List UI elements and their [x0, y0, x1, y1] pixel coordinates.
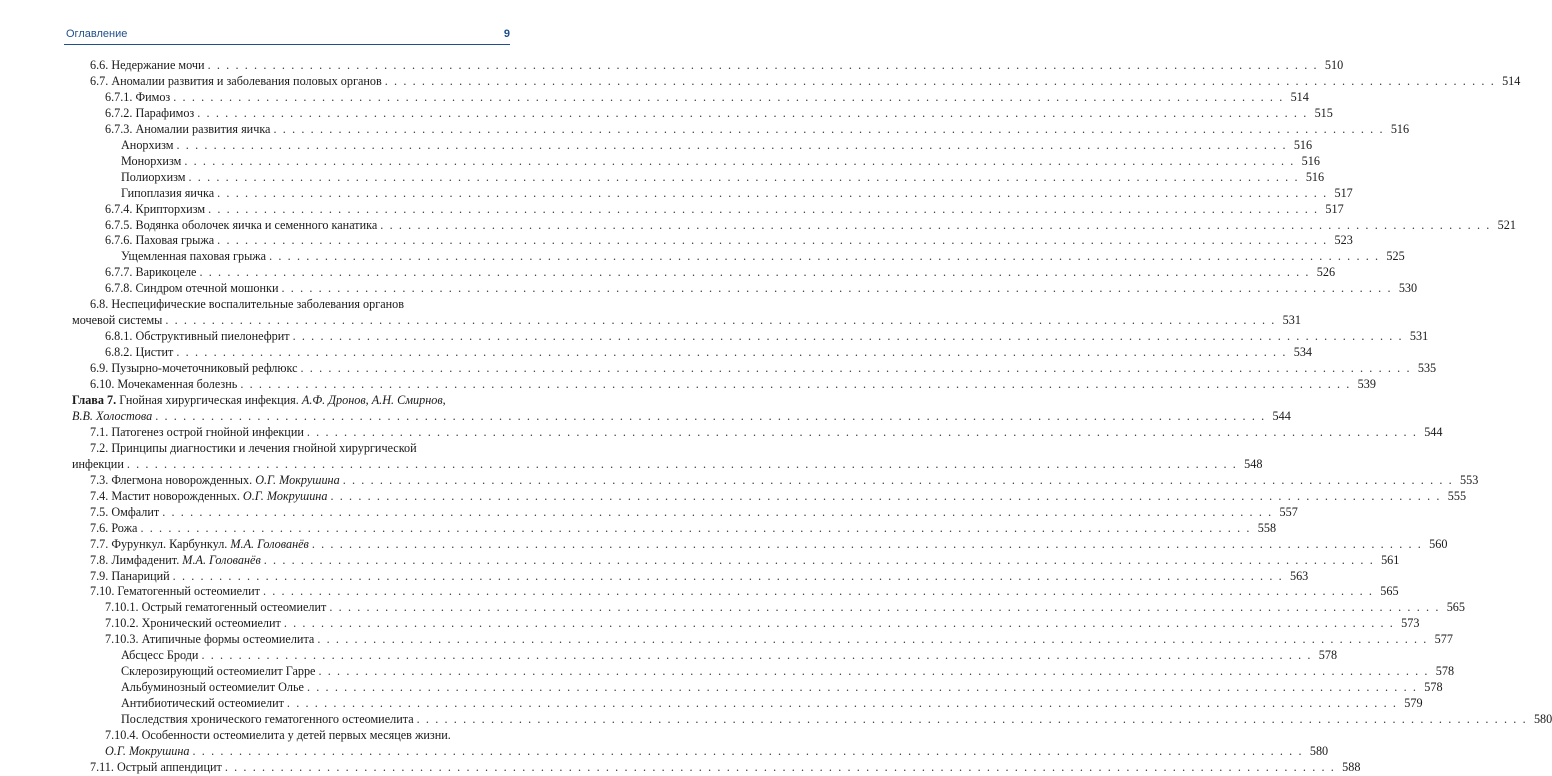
toc-entry-text: 6.10. Мочекаменная болезнь — [90, 377, 238, 392]
dot-leader: . . . . . . . . . . . . . . . . . . . . . . . . . . . . . . . . . . . . . . . . . . . . . . . . . . . . . . . . . . . . . . . . . . . . . . . . . . . . . . . . . . . . . . . . . . . . . . . . . . . . . . . . . . . . . . . . . . . . . . . . — [384, 73, 1496, 88]
toc-entry-line — [72, 169, 1325, 186]
toc-entry-text: 6.7.7. Варикоцеле — [105, 265, 197, 280]
toc-page-number: 577 — [1434, 632, 1453, 647]
dot-leader: . . . . . . . . . . . . . . . . . . . . . . . . . . . . . . . . . . . . . . . . . . . . . . . . . . . . . . . . . . . . . . . . . . . . . . . . . . . . . . . . . . . . . . . . . . . . . . . . . . . . . . . . . . . . . . . . . . . . . . . . — [162, 504, 1273, 519]
toc-page-number: 544 — [1424, 424, 1443, 439]
toc-page-number: 561 — [1381, 552, 1400, 567]
toc-entry-text: 7.3. Флегмона новорожденных. — [90, 472, 256, 487]
dot-leader: . . . . . . . . . . . . . . . . . . . . . . . . . . . . . . . . . . . . . . . . . . . . . . . . . . . . . . . . . . . . . . . . . . . . . . . . . . . . . . . . . . . . . . . . . . . . . . . . . . . . . . . . . . . . . . . . . . . . . . . . — [126, 456, 1238, 471]
toc-entry-text: 6.7.2. Парафимоз — [105, 105, 195, 120]
toc-entry-line — [72, 504, 1298, 521]
toc-entry-text: Альбуминозный остеомиелит Олье — [121, 680, 304, 695]
toc-page-number: 578 — [1435, 664, 1455, 679]
toc-page-number: 515 — [1314, 105, 1333, 120]
toc-page-number: 573 — [1401, 616, 1420, 631]
toc-entry-title — [72, 457, 124, 473]
dot-leader: . . . . . . . . . . . . . . . . . . . . . . . . . . . . . . . . . . . . . . . . . . . . . . . . . . . . . . . . . . . . . . . . . . . . . . . . . . . . . . . . . . . . . . . . . . . . . . . . . . . . . . . . . . . . . . . . . . . . . . . . — [199, 265, 1311, 280]
toc-entry-title — [90, 521, 137, 537]
toc-entry-author: О.Г. Мокрушина — [242, 488, 328, 503]
toc-entry-title — [105, 106, 194, 122]
toc-entry-line — [72, 584, 1399, 600]
toc-entry-title — [121, 664, 315, 680]
toc-entry[interactable] — [72, 520, 1277, 537]
dot-leader: . . . . . . . . . . . . . . . . . . . . . . . . . . . . . . . . . . . . . . . . . . . . . . . . . . . . . . . . . . . . . . . . . . . . . . . . . . . . . . . . . . . . . . . . . . . . . . . . . . . . . . . . . . . . . . . . . . . . . . . . — [292, 329, 1404, 344]
toc-entry-line — [72, 217, 1516, 234]
dot-leader: . . . . . . . . . . . . . . . . . . . . . . . . . . . . . . . . . . . . . . . . . . . . . . . . . . . . . . . . . . . . . . . . . . . . . . . . . . . . . . . . . . . . . . . . . . . . . . . . . . . . . . . . . . . . . . . . . . . . . . . . — [155, 408, 1266, 423]
toc-entry-line — [72, 329, 1429, 345]
toc-entry-text: мочевой системы — [72, 313, 163, 328]
toc-page-number: 553 — [1460, 472, 1479, 487]
toc-entry[interactable] — [72, 696, 1423, 712]
toc-entry-text: 7.4. Мастит новорожденных. — [90, 488, 243, 503]
page-header — [64, 28, 510, 45]
toc-entry-text: 7.11. Острый аппендицит — [90, 759, 222, 774]
dot-leader: . . . . . . . . . . . . . . . . . . . . . . . . . . . . . . . . . . . . . . . . . . . . . . . . . . . . . . . . . . . . . . . . . . . . . . . . . . . . . . . . . . . . . . . . . . . . . . . . . . . . . . . . . . . . . . . . . . . . . . . . — [184, 153, 1295, 168]
toc-page-number: 558 — [1257, 520, 1277, 535]
toc-entry-title — [121, 186, 214, 202]
toc-entry-title — [105, 616, 281, 632]
toc-entry-line — [72, 552, 1400, 569]
toc-entry-line — [72, 233, 1353, 249]
dot-leader: . . . . . . . . . . . . . . . . . . . . . . . . . . . . . . . . . . . . . . . . . . . . . . . . . . . . . . . . . . . . . . . . . . . . . . . . . . . . . . . . . . . . . . . . . . . . . . . . . . . . . . . . . . . . . . . . . . . . . . . . — [269, 249, 1380, 264]
toc-entry-text: 6.6. Недержание мочи — [90, 58, 205, 72]
toc-page-number: 517 — [1325, 201, 1344, 216]
dot-leader: . . . . . . . . . . . . . . . . . . . . . . . . . . . . . . . . . . . . . . . . . . . . . . . . . . . . . . . . . . . . . . . . . . . . . . . . . . . . . . . . . . . . . . . . . . . . . . . . . . . . . . . . . . . . . . . . . . . . . . . . — [224, 759, 1336, 774]
toc-entry-title — [90, 361, 298, 377]
toc-entry-title — [90, 377, 237, 393]
toc-entry-title — [90, 553, 261, 569]
dot-leader: . . . . . . . . . . . . . . . . . . . . . . . . . . . . . . . . . . . . . . . . . . . . . . . . . . . . . . . . . . . . . . . . . . . . . . . . . . . . . . . . . . . . . . . . . . . . . . . . . . . . . . . . . . . . . . . . . . . . . . . . — [300, 361, 1412, 376]
toc-entry[interactable] — [72, 568, 1309, 585]
toc-entry-title — [90, 569, 170, 585]
toc-entry-title — [121, 249, 266, 265]
toc-entry-title — [90, 505, 159, 521]
dot-leader: . . . . . . . . . . . . . . . . . . . . . . . . . . . . . . . . . . . . . . . . . . . . . . . . . . . . . . . . . . . . . . . . . . . . . . . . . . . . . . . . . . . . . . . . . . . . . . . . . . . . . . . . . . . . . . . . . . . . . . . . — [273, 121, 1385, 136]
toc-entry-title — [90, 425, 304, 441]
dot-leader: . . . . . . . . . . . . . . . . . . . . . . . . . . . . . . . . . . . . . . . . . . . . . . . . . . . . . . . . . . . . . . . . . . . . . . . . . . . . . . . . . . . . . . . . . . . . . . . . . . . . . . . . . . . . . . . . . . . . . . . . — [197, 105, 1308, 120]
toc-entry-title — [90, 489, 327, 505]
toc-entry[interactable] — [72, 169, 1325, 186]
toc-entry-title — [105, 281, 279, 297]
toc-entry-text: Гипоплазия яичка — [121, 185, 215, 200]
chapter-authors: А.Ф. Дронов, А.Н. Смирнов, — [301, 393, 446, 408]
toc-page-number: 580 — [1533, 712, 1552, 727]
dot-leader: . . . . . . . . . . . . . . . . . . . . . . . . . . . . . . . . . . . . . . . . . . . . . . . . . . . . . . . . . . . . . . . . . . . . . . . . . . . . . . . . . . . . . . . . . . . . . . . . . . . . . . . . . . . . . . . . . . . . . . . . — [286, 696, 1398, 711]
toc-entry-title — [105, 329, 290, 345]
toc-page-number: 578 — [1318, 648, 1338, 663]
toc-entry[interactable] — [72, 648, 1338, 664]
dot-leader: . . . . . . . . . . . . . . . . . . . . . . . . . . . . . . . . . . . . . . . . . . . . . . . . . . . . . . . . . . . . . . . . . . . . . . . . . . . . . . . . . . . . . . . . . . . . . . . . . . . . . . . . . . . . . . . . . . . . . . . . — [306, 424, 1418, 439]
dot-leader: . . . . . . . . . . . . . . . . . . . . . . . . . . . . . . . . . . . . . . . . . . . . . . . . . . . . . . . . . . . . . . . . . . . . . . . . . . . . . . . . . . . . . . . . . . . . . . . . . . . . . . . . . . . . . . . . . . . . . . . . — [207, 58, 1319, 72]
toc-page-number: 517 — [1334, 185, 1353, 200]
dot-leader: . . . . . . . . . . . . . . . . . . . . . . . . . . . . . . . . . . . . . . . . . . . . . . . . . . . . . . . . . . . . . . . . . . . . . . . . . . . . . . . . . . . . . . . . . . . . . . . . . . . . . . . . . . . . . . . . . . . . . . . . — [217, 233, 1328, 248]
toc-entry-text: Ущемленная паховая грыжа — [121, 249, 267, 264]
dot-leader: . . . . . . . . . . . . . . . . . . . . . . . . . . . . . . . . . . . . . . . . . . . . . . . . . . . . . . . . . . . . . . . . . . . . . . . . . . . . . . . . . . . . . . . . . . . . . . . . . . . . . . . . . . . . . . . . . . . . . . . . — [201, 648, 1313, 663]
toc-entry-title — [90, 473, 340, 489]
toc-entry-title — [90, 584, 260, 600]
dot-leader: . . . . . . . . . . . . . . . . . . . . . . . . . . . . . . . . . . . . . . . . . . . . . . . . . . . . . . . . . . . . . . . . . . . . . . . . . . . . . . . . . . . . . . . . . . . . . . . . . . . . . . . . . . . . . . . . . . . . . . . . — [416, 712, 1528, 727]
toc-entry[interactable] — [72, 759, 1361, 776]
toc-entry-text: 6.7.5. Водянка оболочек яичка и семенного канатика — [105, 217, 378, 232]
toc-page-number: 535 — [1417, 361, 1437, 376]
toc-page-number: 516 — [1390, 121, 1410, 136]
toc-page-number: 516 — [1293, 137, 1313, 152]
toc-entry[interactable] — [72, 345, 1312, 361]
toc-entry-text: 6.7.6. Паховая грыжа — [105, 233, 215, 248]
toc-entry-line — [72, 536, 1448, 553]
toc-entry-line — [72, 58, 1344, 74]
dot-leader: . . . . . . . . . . . . . . . . . . . . . . . . . . . . . . . . . . . . . . . . . . . . . . . . . . . . . . . . . . . . . . . . . . . . . . . . . . . . . . . . . . . . . . . . . . . . . . . . . . . . . . . . . . . . . . . . . . . . . . . . — [318, 664, 1430, 679]
toc-page-number: 531 — [1409, 329, 1429, 344]
dot-leader: . . . . . . . . . . . . . . . . . . . . . . . . . . . . . . . . . . . . . . . . . . . . . . . . . . . . . . . . . . . . . . . . . . . . . . . . . . . . . . . . . . . . . . . . . . . . . . . . . . . . . . . . . . . . . . . . . . . . . . . . — [330, 488, 1442, 503]
toc-entry[interactable] — [72, 361, 1437, 377]
toc-page-number: 580 — [1309, 743, 1329, 758]
toc-page-number: 578 — [1424, 680, 1443, 695]
dot-leader: . . . . . . . . . . . . . . . . . . . . . . . . . . . . . . . . . . . . . . . . . . . . . . . . . . . . . . . . . . . . . . . . . . . . . . . . . . . . . . . . . . . . . . . . . . . . . . . . . . . . . . . . . . . . . . . . . . . . . . . . — [342, 472, 1454, 487]
dot-leader: . . . . . . . . . . . . . . . . . . . . . . . . . . . . . . . . . . . . . . . . . . . . . . . . . . . . . . . . . . . . . . . . . . . . . . . . . . . . . . . . . . . . . . . . . . . . . . . . . . . . . . . . . . . . . . . . . . . . . . . . — [240, 377, 1351, 392]
toc-entry-text: Полиорхизм — [121, 169, 186, 184]
toc-entry-text: 7.1. Патогенез острой гнойной инфекции — [90, 424, 304, 439]
toc-entry-title — [121, 696, 284, 712]
dot-leader: . . . . . . . . . . . . . . . . . . . . . . . . . . . . . . . . . . . . . . . . . . . . . . . . . . . . . . . . . . . . . . . . . . . . . . . . . . . . . . . . . . . . . . . . . . . . . . . . . . . . . . . . . . . . . . . . . . . . . . . . — [317, 632, 1428, 647]
toc-entry-line — [72, 137, 1313, 154]
toc-entry[interactable] — [72, 201, 1344, 218]
toc-entry-line — [72, 345, 1312, 361]
toc-entry[interactable] — [72, 712, 1552, 728]
toc-entry-line — [72, 616, 1420, 632]
toc-entry[interactable] — [72, 58, 1344, 74]
dot-leader: . . . . . . . . . . . . . . . . . . . . . . . . . . . . . . . . . . . . . . . . . . . . . . . . . . . . . . . . . . . . . . . . . . . . . . . . . . . . . . . . . . . . . . . . . . . . . . . . . . . . . . . . . . . . . . . . . . . . . . . . — [263, 552, 1375, 567]
toc-entry[interactable] — [72, 233, 1353, 249]
toc-page-number: 560 — [1429, 536, 1448, 551]
dot-leader: . . . . . . . . . . . . . . . . . . . . . . . . . . . . . . . . . . . . . . . . . . . . . . . . . . . . . . . . . . . . . . . . . . . . . . . . . . . . . . . . . . . . . . . . . . . . . . . . . . . . . . . . . . . . . . . . . . . . . . . . — [281, 281, 1393, 296]
toc-entry[interactable] — [72, 632, 1453, 648]
dot-leader: . . . . . . . . . . . . . . . . . . . . . . . . . . . . . . . . . . . . . . . . . . . . . . . . . . . . . . . . . . . . . . . . . . . . . . . . . . . . . . . . . . . . . . . . . . . . . . . . . . . . . . . . . . . . . . . . . . . . . . . . — [306, 680, 1418, 695]
toc-entry-title — [72, 313, 162, 329]
toc-entry-line — [72, 185, 1353, 202]
toc-entry-line — [72, 472, 1479, 489]
toc-page-number: 539 — [1357, 377, 1376, 392]
toc-entry[interactable] — [72, 424, 1443, 441]
toc-entry-line — [72, 424, 1443, 441]
toc-page-number: 534 — [1293, 345, 1312, 360]
toc-page-number: 588 — [1342, 759, 1361, 774]
toc-entry-line — [72, 456, 1263, 473]
toc-entry-text: 7.9. Панариций — [90, 568, 170, 583]
toc-entry-text: 7.6. Рожа — [90, 520, 138, 535]
toc-entry-line — [72, 361, 1437, 377]
toc-entry-line — [72, 743, 1329, 760]
chapter-number: Глава 7. — [72, 393, 117, 408]
toc-entry-title — [105, 122, 270, 138]
toc-entry-first-line: 7.2. Принципы диагностики и лечения гнойной хирургической — [90, 440, 417, 455]
toc-entry-title — [121, 648, 198, 664]
toc-page-number: 514 — [1290, 89, 1309, 104]
toc-entry-line — [72, 105, 1333, 122]
toc-entry[interactable] — [72, 600, 1465, 616]
toc-entry-text: 6.7.1. Фимоз — [105, 89, 171, 104]
toc-entry-title — [72, 409, 152, 425]
dot-leader: . . . . . . . . . . . . . . . . . . . . . . . . . . . . . . . . . . . . . . . . . . . . . . . . . . . . . . . . . . . . . . . . . . . . . . . . . . . . . . . . . . . . . . . . . . . . . . . . . . . . . . . . . . . . . . . . . . . . . . . . — [380, 217, 1491, 232]
toc-entry-text: 7.10.2. Хронический остеомиелит — [105, 616, 281, 631]
toc-entry[interactable] — [72, 440, 1263, 473]
toc-entry-line — [72, 696, 1423, 712]
toc-entry-title — [121, 154, 181, 170]
toc-entry-text: 7.10.1. Острый гематогенный остеомиелит — [105, 600, 327, 615]
toc-entry[interactable] — [72, 472, 1479, 489]
toc-entry-text: 6.8.2. Цистит — [105, 345, 174, 360]
dot-leader: . . . . . . . . . . . . . . . . . . . . . . . . . . . . . . . . . . . . . . . . . . . . . . . . . . . . . . . . . . . . . . . . . . . . . . . . . . . . . . . . . . . . . . . . . . . . . . . . . . . . . . . . . . . . . . . . . . . . . . . . — [176, 345, 1287, 360]
toc-entry-text: 7.10. Гематогенный остеомиелит — [90, 584, 260, 599]
toc-entry-line — [72, 488, 1467, 505]
toc-entry[interactable] — [72, 664, 1455, 680]
toc-entry-title — [121, 138, 173, 154]
dot-leader: . . . . . . . . . . . . . . . . . . . . . . . . . . . . . . . . . . . . . . . . . . . . . . . . . . . . . . . . . . . . . . . . . . . . . . . . . . . . . . . . . . . . . . . . . . . . . . . . . . . . . . . . . . . . . . . . . . . . . . . . — [165, 313, 1276, 328]
toc-entry[interactable] — [72, 137, 1313, 154]
toc-entry-line — [72, 600, 1465, 616]
toc-entry-text: 6.7. Аномалии развития и заболевания половых органов — [90, 73, 382, 88]
toc-entry[interactable] — [72, 680, 1443, 696]
toc-entry-title — [105, 265, 196, 281]
toc-entry-text: 6.9. Пузырно-мочеточниковый рефлюкс — [90, 361, 298, 376]
dot-leader: . . . . . . . . . . . . . . . . . . . . . . . . . . . . . . . . . . . . . . . . . . . . . . . . . . . . . . . . . . . . . . . . . . . . . . . . . . . . . . . . . . . . . . . . . . . . . . . . . . . . . . . . . . . . . . . . . . . . . . . . — [176, 137, 1288, 152]
toc-entry-line — [72, 408, 1291, 425]
toc-entry-title — [90, 74, 382, 90]
toc-entry-author: О.Г. Мокрушина — [105, 743, 190, 758]
toc-entry-line — [72, 249, 1405, 265]
toc-entry[interactable] — [72, 217, 1516, 234]
toc-entry[interactable] — [72, 249, 1405, 265]
toc-entry-author: О.Г. Мокрушина — [255, 472, 340, 487]
toc-entry-title — [105, 632, 314, 648]
toc-entry[interactable] — [72, 488, 1467, 505]
dot-leader: . . . . . . . . . . . . . . . . . . . . . . . . . . . . . . . . . . . . . . . . . . . . . . . . . . . . . . . . . . . . . . . . . . . . . . . . . . . . . . . . . . . . . . . . . . . . . . . . . . . . . . . . . . . . . . . . . . . . . . . . — [262, 584, 1374, 599]
toc-entry-line — [72, 632, 1453, 648]
toc-entry[interactable] — [72, 89, 1309, 106]
toc-entry-text: инфекции — [72, 456, 124, 471]
toc-entry-line — [72, 201, 1344, 218]
toc-entry-title — [121, 712, 414, 728]
toc-page-number: 565 — [1446, 600, 1465, 615]
toc-entry-title — [105, 218, 377, 234]
table-of-contents — [72, 58, 1552, 776]
toc-entry[interactable] — [72, 393, 1291, 425]
toc-entry[interactable] — [72, 377, 1376, 393]
toc-entry-text: Склерозирующий остеомиелит Гарре — [121, 664, 316, 679]
toc-page-number: 555 — [1447, 488, 1467, 503]
toc-entry-line — [72, 265, 1336, 281]
toc-entry-title — [90, 537, 309, 553]
toc-entry-line — [72, 153, 1320, 170]
toc-entry-title — [105, 90, 170, 106]
dot-leader: . . . . . . . . . . . . . . . . . . . . . . . . . . . . . . . . . . . . . . . . . . . . . . . . . . . . . . . . . . . . . . . . . . . . . . . . . . . . . . . . . . . . . . . . . . . . . . . . . . . . . . . . . . . . . . . . . . . . . . . . — [208, 201, 1319, 216]
toc-page-number: 526 — [1316, 265, 1336, 280]
toc-page-number: 510 — [1324, 58, 1344, 72]
toc-page-number: 563 — [1289, 568, 1309, 583]
toc-entry-first-line — [72, 393, 508, 409]
toc-entry-title — [121, 170, 186, 186]
toc-entry-line — [72, 648, 1338, 664]
toc-page-number: 565 — [1380, 584, 1399, 599]
running-title: Оглавление — [66, 28, 128, 40]
toc-entry-title — [90, 760, 222, 776]
toc-entry[interactable] — [72, 536, 1448, 553]
dot-leader: . . . . . . . . . . . . . . . . . . . . . . . . . . . . . . . . . . . . . . . . . . . . . . . . . . . . . . . . . . . . . . . . . . . . . . . . . . . . . . . . . . . . . . . . . . . . . . . . . . . . . . . . . . . . . . . . . . . . . . . . — [311, 536, 1423, 551]
dot-leader: . . . . . . . . . . . . . . . . . . . . . . . . . . . . . . . . . . . . . . . . . . . . . . . . . . . . . . . . . . . . . . . . . . . . . . . . . . . . . . . . . . . . . . . . . . . . . . . . . . . . . . . . . . . . . . . . . . . . . . . . — [217, 185, 1328, 200]
toc-page-number: 516 — [1301, 153, 1320, 168]
toc-entry-text: Абсцесс Броди — [121, 648, 199, 663]
toc-page-number: 557 — [1279, 504, 1298, 519]
toc-page-number: 516 — [1305, 169, 1325, 184]
toc-entry[interactable] — [72, 265, 1336, 281]
toc-entry-title — [90, 58, 205, 74]
toc-entry[interactable] — [72, 329, 1429, 345]
dot-leader: . . . . . . . . . . . . . . . . . . . . . . . . . . . . . . . . . . . . . . . . . . . . . . . . . . . . . . . . . . . . . . . . . . . . . . . . . . . . . . . . . . . . . . . . . . . . . . . . . . . . . . . . . . . . . . . . . . . . . . . . — [173, 89, 1284, 104]
toc-entry-author: М.А. Голованёв — [230, 536, 309, 551]
toc-entry[interactable] — [72, 616, 1420, 632]
dot-leader: . . . . . . . . . . . . . . . . . . . . . . . . . . . . . . . . . . . . . . . . . . . . . . . . . . . . . . . . . . . . . . . . . . . . . . . . . . . . . . . . . . . . . . . . . . . . . . . . . . . . . . . . . . . . . . . . . . . . . . . . — [140, 520, 1252, 535]
toc-entry-text: 7.5. Омфалит — [90, 504, 160, 519]
toc-entry-text: Анорхизм — [121, 137, 174, 152]
toc-entry-first-line: 6.8. Неспецифические воспалительные заболевания органов — [90, 297, 404, 312]
toc-entry-line — [72, 281, 1418, 297]
page-number: 9 — [503, 28, 510, 40]
toc-entry-author: М.А. Голованёв — [182, 552, 261, 567]
dot-leader: . . . . . . . . . . . . . . . . . . . . . . . . . . . . . . . . . . . . . . . . . . . . . . . . . . . . . . . . . . . . . . . . . . . . . . . . . . . . . . . . . . . . . . . . . . . . . . . . . . . . . . . . . . . . . . . . . . . . . . . . — [329, 600, 1440, 615]
toc-page-number: 544 — [1272, 408, 1291, 423]
toc-entry-line — [72, 520, 1277, 537]
toc-page-number: 521 — [1497, 217, 1516, 232]
toc-entry-title — [105, 345, 173, 361]
toc-entry-line — [72, 121, 1410, 138]
toc-page-number: 579 — [1404, 696, 1423, 711]
toc-entry-line — [72, 89, 1309, 106]
toc-entry-title — [105, 202, 205, 218]
toc-entry[interactable] — [72, 552, 1400, 569]
toc-entry[interactable] — [72, 728, 1329, 760]
dot-leader: . . . . . . . . . . . . . . . . . . . . . . . . . . . . . . . . . . . . . . . . . . . . . . . . . . . . . . . . . . . . . . . . . . . . . . . . . . . . . . . . . . . . . . . . . . . . . . . . . . . . . . . . . . . . . . . . . . . . . . . . — [188, 169, 1300, 184]
toc-entry[interactable] — [72, 297, 1301, 329]
toc-entry-text: 7.7. Фурункул. Карбункул. — [90, 536, 231, 551]
toc-entry-line — [72, 664, 1455, 680]
toc-entry-line — [72, 568, 1309, 585]
toc-entry-text: 7.8. Лимфаденит. — [90, 552, 183, 567]
toc-entry-line — [72, 377, 1376, 393]
toc-entry[interactable] — [72, 185, 1353, 202]
toc-entry-title — [105, 600, 326, 616]
toc-entry[interactable] — [72, 121, 1410, 138]
toc-entry-title — [105, 233, 214, 249]
toc-entry[interactable] — [72, 105, 1333, 122]
toc-entry-text: 6.8.1. Обструктивный пиелонефрит — [105, 329, 290, 344]
toc-page-number: 523 — [1334, 233, 1353, 248]
toc-entry[interactable] — [72, 153, 1320, 170]
toc-entry-text: 7.10.3. Атипичные формы остеомиелита — [105, 632, 315, 647]
toc-entry-line — [72, 73, 1521, 90]
toc-entry[interactable] — [72, 504, 1298, 521]
dot-leader: . . . . . . . . . . . . . . . . . . . . . . . . . . . . . . . . . . . . . . . . . . . . . . . . . . . . . . . . . . . . . . . . . . . . . . . . . . . . . . . . . . . . . . . . . . . . . . . . . . . . . . . . . . . . . . . . . . . . . . . . — [283, 616, 1395, 631]
toc-page-number: 531 — [1282, 313, 1301, 328]
dot-leader: . . . . . . . . . . . . . . . . . . . . . . . . . . . . . . . . . . . . . . . . . . . . . . . . . . . . . . . . . . . . . . . . . . . . . . . . . . . . . . . . . . . . . . . . . . . . . . . . . . . . . . . . . . . . . . . . . . . . . . . . — [192, 743, 1304, 758]
toc-page-number: 530 — [1398, 281, 1418, 296]
dot-leader: . . . . . . . . . . . . . . . . . . . . . . . . . . . . . . . . . . . . . . . . . . . . . . . . . . . . . . . . . . . . . . . . . . . . . . . . . . . . . . . . . . . . . . . . . . . . . . . . . . . . . . . . . . . . . . . . . . . . . . . . — [172, 568, 1284, 583]
toc-entry-line — [72, 712, 1552, 728]
toc-entry[interactable] — [72, 281, 1418, 297]
toc-entry-line — [72, 313, 1301, 329]
toc-entry-title — [105, 744, 190, 760]
toc-page-number: 514 — [1502, 73, 1521, 88]
toc-entry-text: 6.7.4. Крипторхизм — [105, 201, 206, 216]
toc-page-number: 525 — [1386, 249, 1405, 264]
toc-entry-line — [72, 759, 1361, 776]
toc-entry-text: Последствия хронического гематогенного остеомиелита — [121, 712, 414, 727]
toc-entry-author: В.В. Холостова — [72, 408, 153, 423]
toc-entry-text: 6.7.3. Аномалии развития яичка — [105, 121, 271, 136]
toc-entry[interactable] — [72, 73, 1521, 90]
toc-page-number: 548 — [1244, 456, 1263, 471]
toc-entry-text: 6.7.8. Синдром отечной мошонки — [105, 281, 279, 296]
toc-entry-title — [121, 680, 304, 696]
toc-entry[interactable] — [72, 584, 1399, 600]
chapter-title: Гнойная хирургическая инфекция. — [116, 393, 302, 408]
toc-entry-text: Антибиотический остеомиелит — [121, 696, 284, 711]
toc-entry-text: Монорхизм — [121, 153, 182, 168]
toc-entry-first-line: 7.10.4. Особенности остеомиелита у детей первых месяцев жизни. — [105, 728, 451, 743]
toc-entry-line — [72, 680, 1443, 696]
